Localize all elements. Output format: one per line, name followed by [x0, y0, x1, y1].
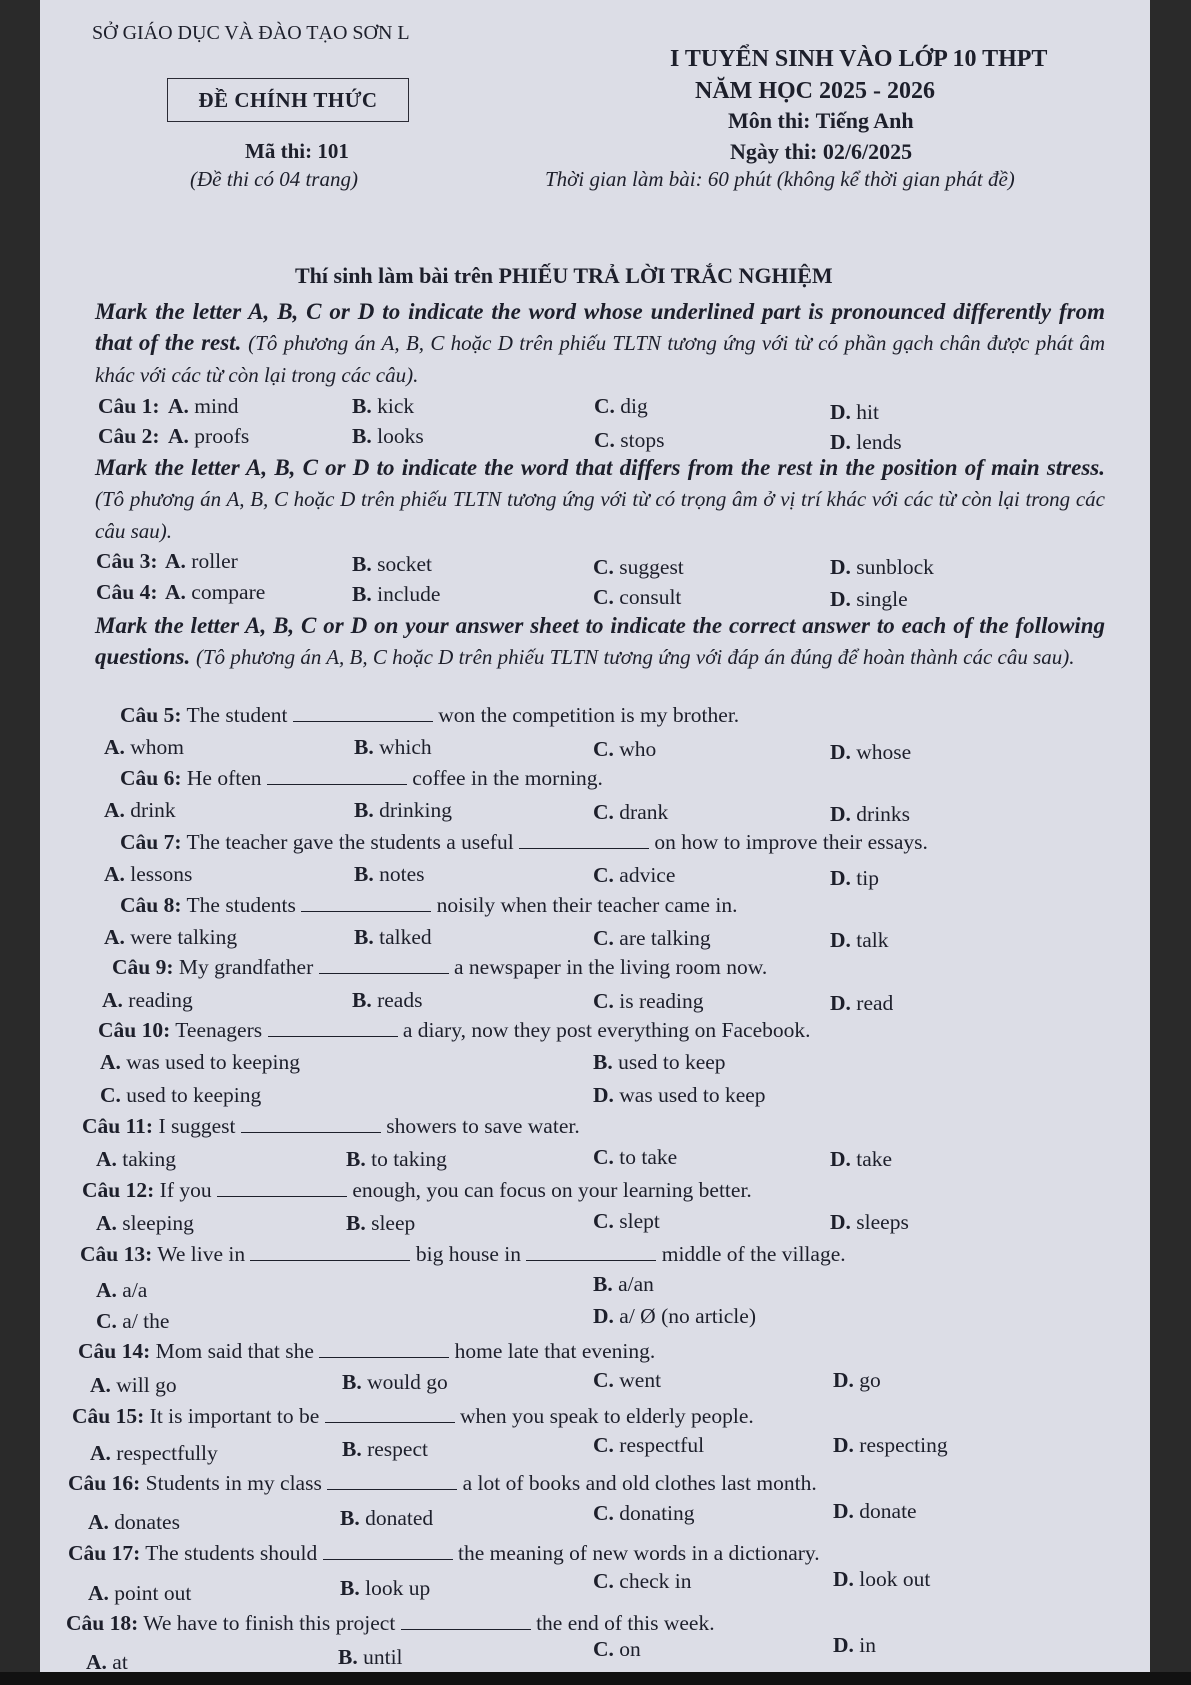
answer-blank — [401, 1611, 531, 1630]
option-d: D. go — [833, 1368, 881, 1392]
option-c: C. to take — [593, 1145, 678, 1169]
option-b: B. looks — [352, 424, 424, 448]
section-3-instruction — [95, 610, 1105, 673]
section-instruction-en: Mark the letter A, B, C or D to indicate the word whose underlined part is pronounced differently from that of the rest. — [95, 299, 1105, 355]
option-c: C. advice — [593, 863, 676, 887]
option-b: B. notes — [354, 862, 425, 886]
option-d: D. sunblock — [830, 555, 934, 579]
question-3 — [96, 549, 158, 574]
answer-blank — [267, 766, 407, 785]
option-a: A. compare — [165, 580, 266, 604]
option-a: A. roller — [165, 549, 238, 573]
option-b: B. donated — [340, 1506, 434, 1530]
answer-blank — [241, 1114, 381, 1133]
option-c: C. suggest — [593, 555, 684, 579]
option-b: B. socket — [352, 552, 433, 576]
option-c: C. slept — [593, 1209, 660, 1233]
option-d: D. hit — [830, 400, 879, 424]
answer-blank — [293, 703, 433, 722]
option-b: B. reads — [352, 988, 423, 1012]
section-instruction-vi: (Tô phương án A, B, C hoặc D trên phiếu TLTN tương ứng với đáp án đúng để hoàn thành các câu sau). — [195, 645, 1075, 669]
exam-date: Ngày thi: 02/6/2025 — [730, 139, 913, 164]
option-b: B. talked — [354, 925, 432, 949]
section-instruction-en: Mark the letter A, B, C or D to indicate the word that differs from the rest in the position of main stress. — [95, 455, 1105, 480]
question-11: Câu 11: I suggest showers to save water. — [82, 1114, 580, 1138]
time-note: Thời gian làm bài: 60 phút (không kể thời gian phát đề) — [545, 167, 1015, 191]
option-a: A. sleeping — [96, 1211, 194, 1235]
option-b: B. used to keep — [593, 1050, 726, 1074]
answer-blank — [519, 830, 649, 849]
option-d: D. a/ Ø (no article) — [593, 1304, 756, 1328]
option-d: D. take — [830, 1147, 893, 1171]
option-a: A. respectfully — [90, 1441, 218, 1465]
question-14: Câu 14: Mom said that she home late that evening. — [78, 1339, 656, 1363]
option-c: C. on — [593, 1637, 641, 1661]
option-c: C. respectful — [593, 1433, 705, 1457]
option-c: C. a/ the — [96, 1309, 170, 1333]
question-5: Câu 5: The student won the competition is my brother. — [120, 703, 740, 727]
question-number: Câu 1: — [98, 394, 160, 418]
option-d: D. single — [830, 587, 908, 611]
option-d: D. donate — [833, 1499, 917, 1523]
official-label: ĐỀ CHÍNH THỨC — [167, 78, 409, 122]
option-c: C. consult — [593, 585, 682, 609]
option-a: A. drink — [104, 798, 176, 822]
question-12: Câu 12: If you enough, you can focus on your learning better. — [82, 1178, 752, 1202]
question-4 — [96, 580, 158, 605]
option-a: A. proofs — [168, 424, 250, 448]
section-1-instruction — [95, 296, 1105, 391]
answer-blank — [526, 1242, 656, 1261]
department-name: SỞ GIÁO DỤC VÀ ĐÀO TẠO SƠN L — [92, 22, 410, 44]
option-a: A. at — [86, 1650, 128, 1672]
option-b: B. would go — [342, 1370, 448, 1394]
page-bottom-edge — [0, 1672, 1191, 1685]
option-a: A. lessons — [104, 862, 193, 886]
subject: Môn thi: Tiếng Anh — [728, 108, 914, 133]
option-d: D. read — [830, 991, 894, 1015]
option-d: D. lends — [830, 430, 902, 454]
question-16: Câu 16: Students in my class a lot of books and old clothes last month. — [68, 1471, 817, 1495]
option-a: A. were talking — [104, 925, 238, 949]
option-a: A. taking — [96, 1147, 177, 1171]
option-a: A. point out — [88, 1581, 192, 1605]
school-year: NĂM HỌC 2025 - 2026 — [695, 78, 935, 104]
option-d: D. whose — [830, 740, 912, 764]
option-b: B. which — [354, 735, 432, 759]
option-a: A. was used to keeping — [100, 1050, 301, 1074]
answer-blank — [325, 1404, 455, 1423]
option-b: B. a/an — [593, 1272, 654, 1296]
option-c: C. is reading — [593, 989, 704, 1013]
question-15: Câu 15: It is important to be when you speak to elderly people. — [72, 1404, 754, 1428]
exam-code: Mã thi: 101 — [245, 139, 349, 163]
question-number: Câu 3: — [96, 549, 158, 573]
option-d: D. respecting — [833, 1433, 948, 1457]
option-c: C. are talking — [593, 926, 711, 950]
answer-blank — [301, 893, 431, 912]
answer-sheet-note: Thí sinh làm bài trên PHIẾU TRẢ LỜI TRẮC NGHIỆM — [295, 263, 833, 288]
question-number: Câu 2: — [98, 424, 160, 448]
section-instruction-en: Mark the letter A, B, C or D on your answer sheet to indicate the correct answer to each of the following questions. — [95, 613, 1105, 669]
option-c: C. check in — [593, 1569, 692, 1593]
question-number: Câu 4: — [96, 580, 158, 604]
question-1 — [98, 394, 160, 419]
exam-page — [40, 0, 1150, 1672]
option-a: A. will go — [90, 1373, 177, 1397]
option-b: B. respect — [342, 1437, 428, 1461]
option-c: C. drank — [593, 800, 669, 824]
question-17: Câu 17: The students should the meaning of new words in a dictionary. — [68, 1541, 820, 1565]
option-b: B. to taking — [346, 1147, 447, 1171]
question-7: Câu 7: The teacher gave the students a useful on how to improve their essays. — [120, 830, 928, 854]
question-13: Câu 13: We live in big house in middle of the village. — [80, 1242, 846, 1266]
question-6: Câu 6: He often coffee in the morning. — [120, 766, 603, 790]
option-d: D. talk — [830, 928, 889, 952]
option-a: A. mind — [168, 394, 239, 418]
question-10: Câu 10: Teenagers a diary, now they post everything on Facebook. — [98, 1018, 811, 1042]
option-c: C. went — [593, 1368, 662, 1392]
option-c: C. donating — [593, 1501, 695, 1525]
option-d: D. drinks — [830, 802, 911, 826]
answer-blank — [327, 1471, 457, 1490]
option-b: B. include — [352, 582, 441, 606]
page-count-note: (Đề thi có 04 trang) — [190, 167, 358, 191]
answer-blank — [319, 955, 449, 974]
answer-blank — [250, 1242, 410, 1261]
section-instruction-vi: (Tô phương án A, B, C hoặc D trên phiếu TLTN tương ứng với từ có phần gạch chân được phát âm khác với các từ còn lại trong các câu). — [95, 331, 1106, 387]
question-18: Câu 18: We have to finish this project the end of this week. — [66, 1611, 715, 1635]
section-2-instruction — [95, 452, 1105, 547]
answer-blank — [217, 1178, 347, 1197]
option-b: B. look up — [340, 1576, 431, 1600]
option-c: C. used to keeping — [100, 1083, 262, 1107]
option-d: D. tip — [830, 866, 879, 890]
answer-blank — [319, 1339, 449, 1358]
option-d: D. in — [833, 1633, 877, 1657]
option-a: A. donates — [88, 1510, 180, 1534]
question-2 — [98, 424, 160, 449]
option-a: A. whom — [104, 735, 185, 759]
option-a: A. a/a — [96, 1278, 148, 1302]
option-d: D. look out — [833, 1567, 931, 1591]
exam-title: I TUYỂN SINH VÀO LỚP 10 THPT — [670, 46, 1048, 72]
option-c: C. dig — [594, 394, 648, 418]
option-a: A. reading — [102, 988, 193, 1012]
option-b: B. drinking — [354, 798, 452, 822]
option-b: B. sleep — [346, 1211, 416, 1235]
answer-blank — [323, 1541, 453, 1560]
answer-blank — [268, 1018, 398, 1037]
question-8: Câu 8: The students noisily when their teacher came in. — [120, 893, 738, 917]
option-b: B. kick — [352, 394, 415, 418]
option-d: D. was used to keep — [593, 1083, 766, 1107]
section-instruction-vi: (Tô phương án A, B, C hoặc D trên phiếu TLTN tương ứng với từ có trọng âm ở vị trí khác với các từ còn lại trong các câu sau). — [95, 487, 1105, 543]
option-c: C. stops — [594, 428, 665, 452]
option-c: C. who — [593, 737, 657, 761]
option-d: D. sleeps — [830, 1210, 909, 1234]
option-b: B. until — [338, 1645, 403, 1669]
question-9: Câu 9: My grandfather a newspaper in the living room now. — [112, 955, 768, 979]
